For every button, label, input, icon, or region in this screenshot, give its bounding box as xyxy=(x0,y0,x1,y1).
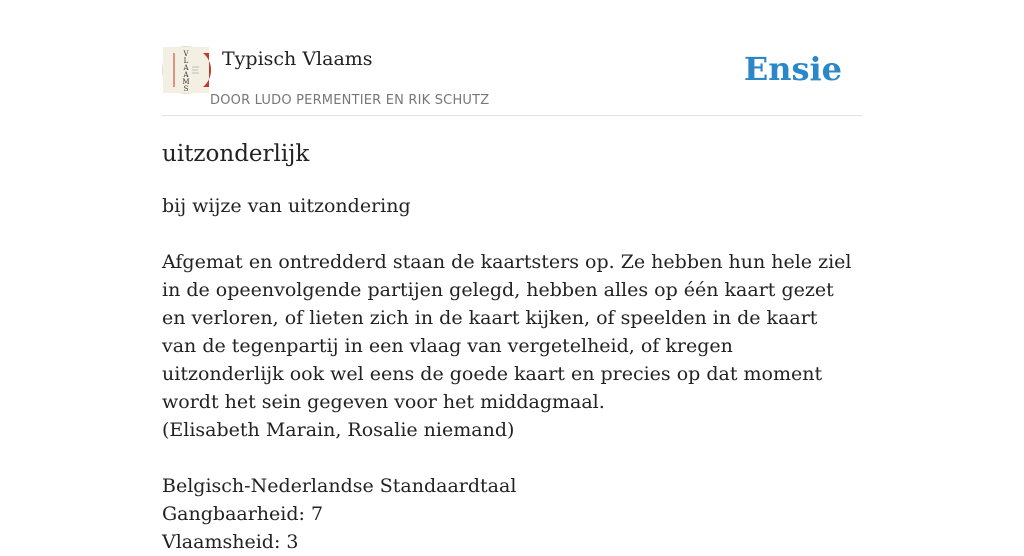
ensie-logo[interactable]: Ensie xyxy=(743,50,842,88)
site-header xyxy=(162,46,862,116)
vlaamsheid-rating: Vlaamsheid: 3 xyxy=(162,531,299,553)
publication-name[interactable]: Typisch Vlaams xyxy=(222,48,373,70)
avatar-letter-4: A xyxy=(183,71,189,79)
example-quote: Afgemat en ontredderd staan de kaartsters op. Ze hebben hun hele ziel in de opeenvolgende partijen gelegd, hebben alles op één kaart gezet en verloren, of lieten zich in de kaart kijken, of speelden in de kaart van de tegenpartij in een vlaag van vergetelheid, of kregen uitzonderlijk ook wel eens de goede kaart en precies op dat moment wordt het sein gegeven voor het middagmaal. xyxy=(162,251,852,413)
avatar-letter-2: L xyxy=(183,57,189,65)
entry-example xyxy=(162,248,852,444)
avatar-letter-5: M xyxy=(182,78,190,86)
avatar-logo-icon xyxy=(163,47,209,93)
avatar-letter-6: S xyxy=(183,85,189,93)
example-source: (Elisabeth Marain, Rosalie niemand) xyxy=(162,419,515,441)
publication-avatar[interactable] xyxy=(162,46,210,94)
avatar-letter-1: V xyxy=(183,50,189,58)
entry-content xyxy=(162,138,852,556)
gangbaarheid-rating: Gangbaarheid: 7 xyxy=(162,503,324,525)
entry-title: uitzonderlijk xyxy=(162,141,310,167)
entry-metadata xyxy=(162,472,852,556)
avatar-letter-3: A xyxy=(183,64,189,72)
entry-definition: bij wijze van uitzondering xyxy=(162,195,411,217)
language-variant: Belgisch-Nederlandse Standaardtaal xyxy=(162,475,517,497)
byline: DOOR LUDO PERMENTIER EN RIK SCHUTZ xyxy=(210,93,490,108)
